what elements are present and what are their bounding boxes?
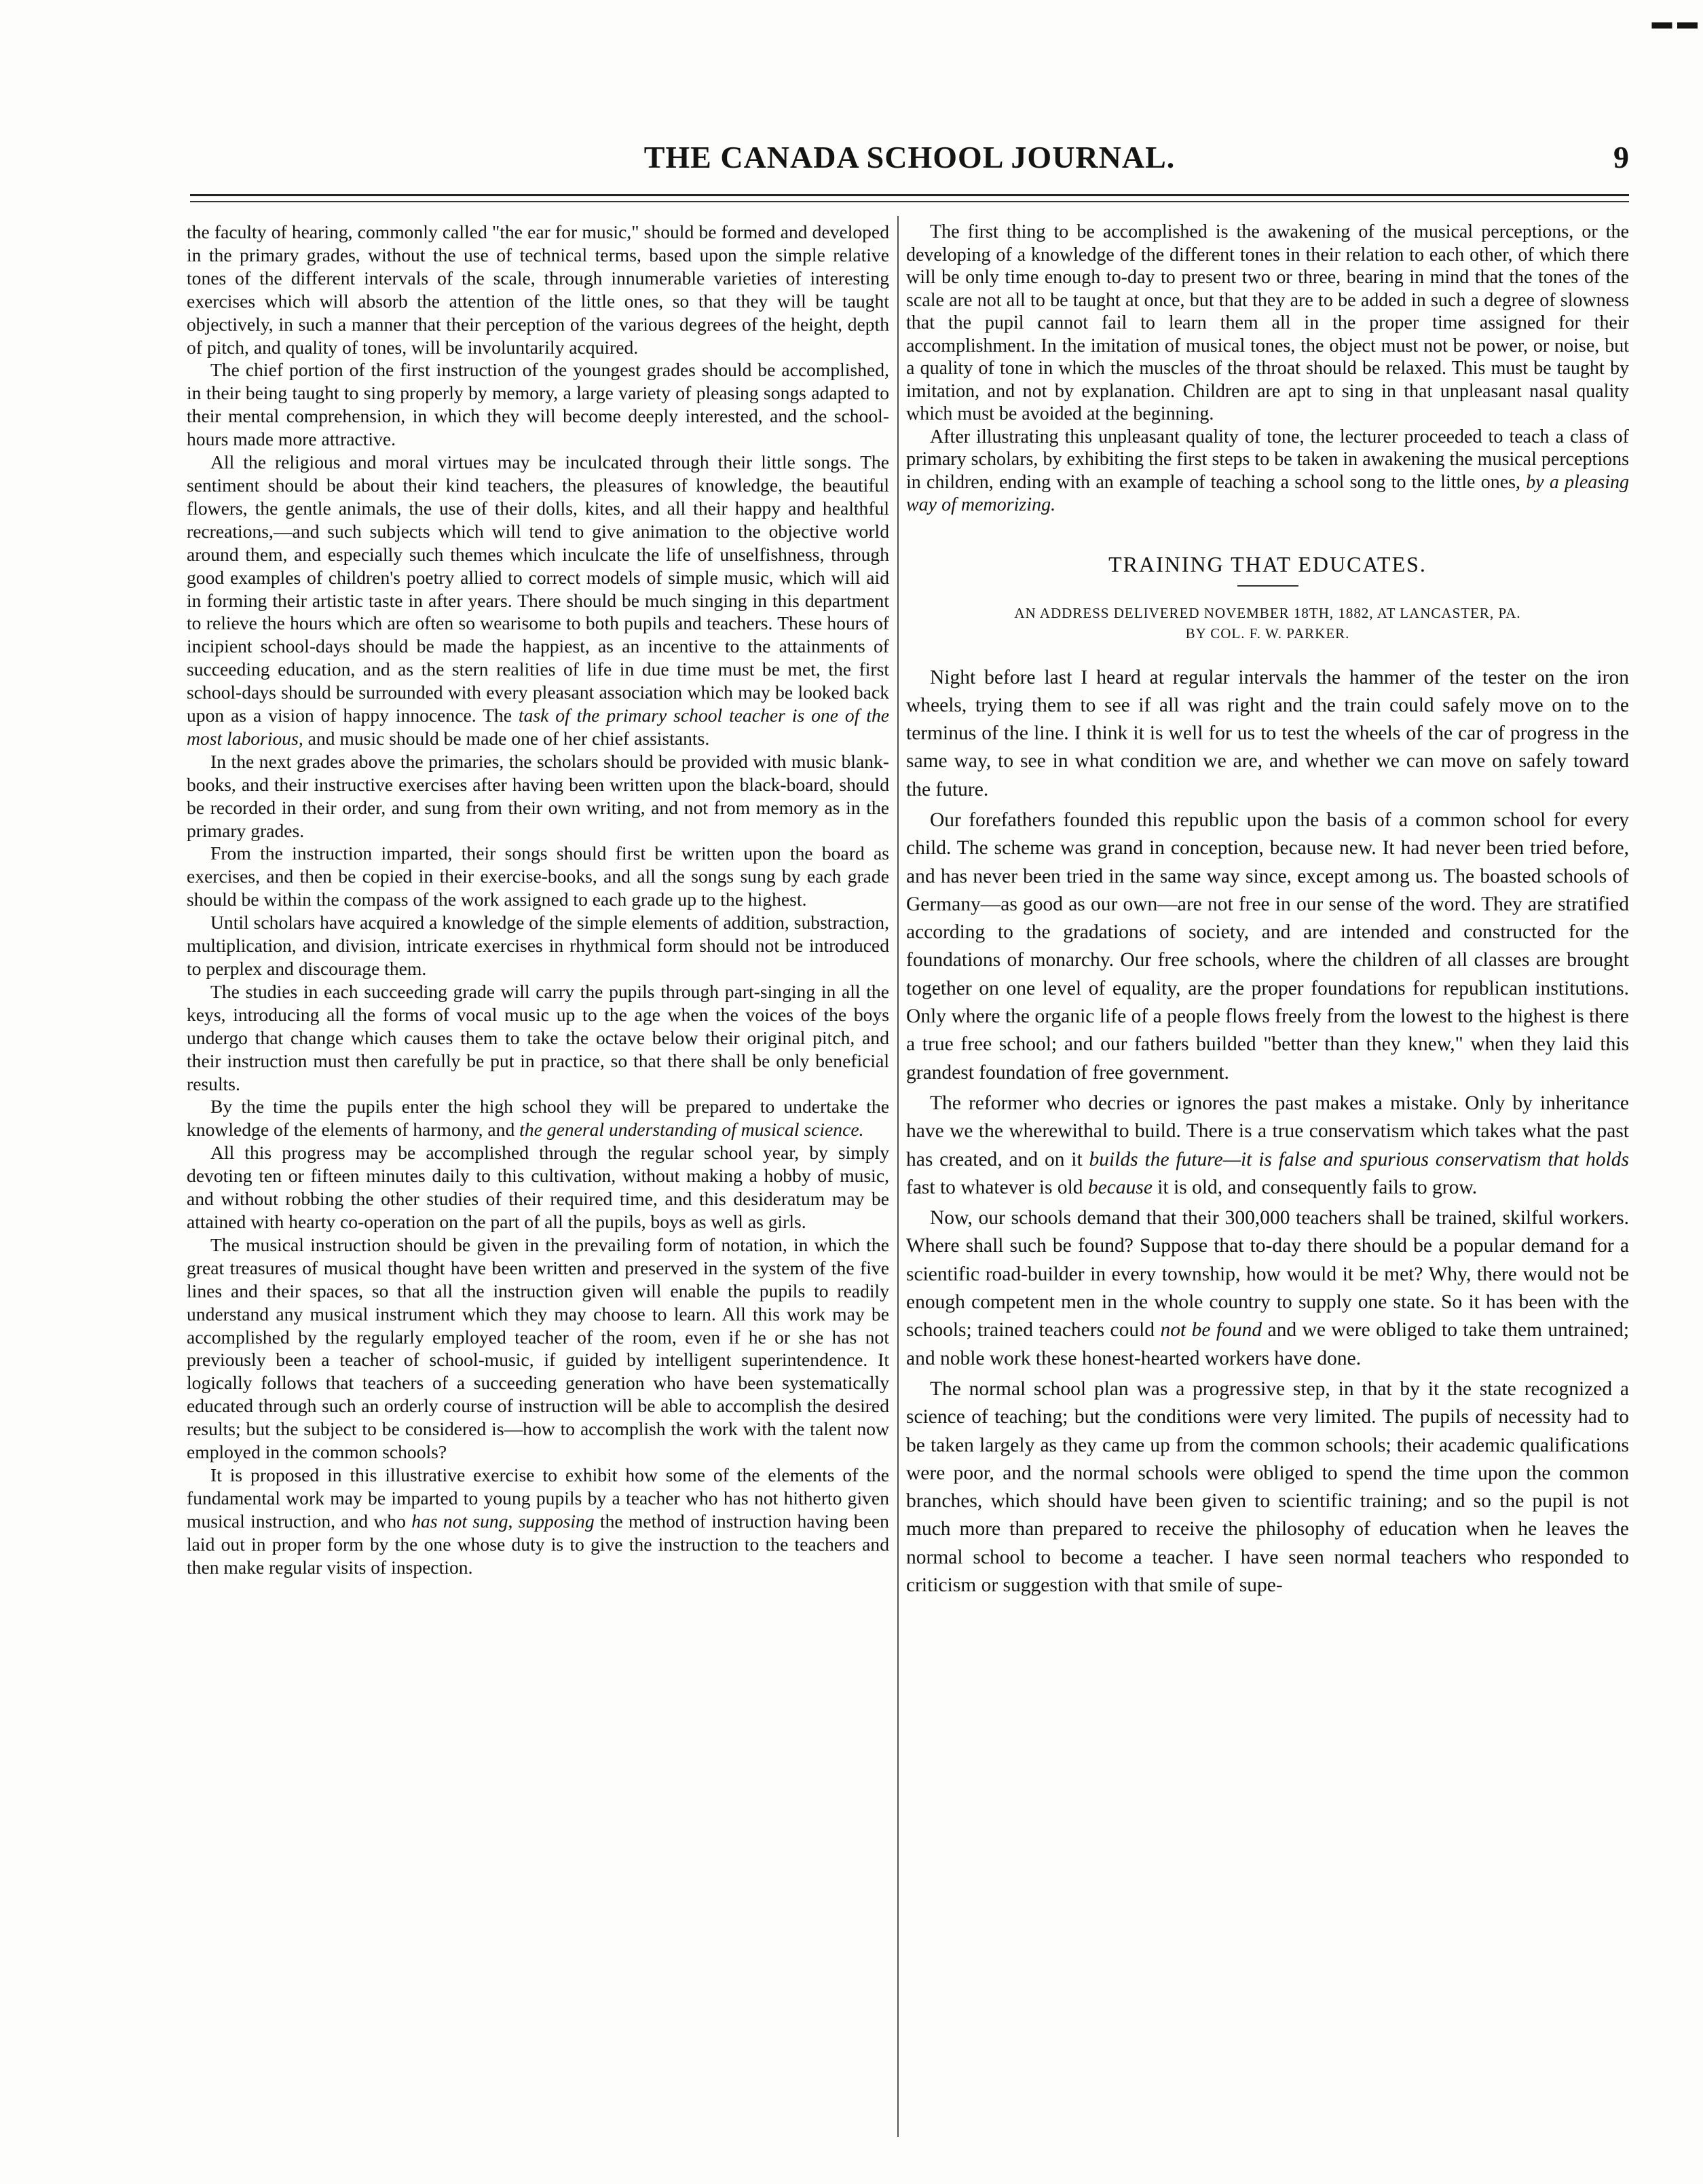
paragraph: After illustrating this unpleasant quality of tone, the lecturer proceeded to teach a class of primary scholars, by exhibiting the first steps to be taken in awakening the musical perceptions in children, ending with an example of teaching a school song to the little ones, by a pleasing way of memorizing.	[906, 426, 1629, 515]
paragraph: It is proposed in this illustrative exercise to exhibit how some of the elements of the fundamental work may be imparted to young pupils by a teacher who has not hitherto given musical instruction, and who has not sung, supposing the method of instruction having been laid out in proper form by the one whose duty is to give the instruction to the teachers and then make regular visits of inspection.	[187, 1464, 889, 1578]
address-body	[906, 664, 1629, 1600]
paragraph: The chief portion of the first instruction of the youngest grades should be accomplished, in their being taught to sing properly by memory, a large variety of pleasing songs adapted to their mental comprehension, in which they will become deeply interested, and the school-hours made more attractive.	[187, 359, 889, 450]
right-column	[906, 221, 1629, 2142]
running-header	[190, 139, 1629, 187]
section-rule	[1237, 585, 1298, 587]
page-number: 9	[1613, 140, 1629, 174]
paragraph: The first thing to be accomplished is the awakening of the musical perceptions, or the developing of a knowledge of the different tones in their relation to each other, of which there will be only time enough to-day to present two or three, bearing in mind that the tones of the scale are not all to be taught at once, but that they are to be added in such a degree of slowness that the pupil cannot fail to learn them all in the proper time assigned for their accomplishment. In the imitation of musical tones, the object must not be power, or noise, but a quality of tone in which the muscles of the throat should be relaxed. This must be taught by imitation, and not by explanation. Children are apt to sing in that unpleasant nasal quality which must be avoided at the beginning.	[906, 221, 1629, 424]
paragraph: All this progress may be accomplished through the regular school year, by simply devoting ten or fifteen minutes daily to this cultivation, without making a hobby of music, and without robbing the other studies of their required time, and this desideratum may be attained with hearty co-operation on the part of all the pupils, boys as well as girls.	[187, 1142, 889, 1232]
paragraph: The musical instruction should be given in the prevailing form of notation, in which the great treasures of musical thought have been written and preserved in the system of the five lines and their spaces, so that all the instruction given will enable the pupils to readily understand any musical instrument which they may choose to learn. All this work may be accomplished by the regularly employed teacher of the room, even if he or she has not previously been a teacher of school-music, if guided by intelligent superintendence. It logically follows that teachers of a succeeding generation who have been systematically educated through such an orderly course of instruction will be able to accomplish the desired results; but the subject to be considered is—how to accomplish the work with the talent now employed in the common schools?	[187, 1234, 889, 1463]
paragraph: The reformer who decries or ignores the past makes a mistake. Only by inheritance have we the wherewithal to build. There is a true conservatism which takes what the past has created, and on it builds the future—it is false and spurious conservatism that holds fast to whatever is old because it is old, and consequently fails to grow.	[906, 1092, 1629, 1198]
paragraph: Now, our schools demand that their 300,000 teachers shall be trained, skilful workers. Where shall such be found? Suppose that to-day there should be a popular demand for a scientific road-builder in every township, how would it be met? Why, there would not be enough competent men in the whole country to supply one state. So it has been with the schools; trained teachers could not be found and we were obliged to take them untrained; and noble work these honest-hearted workers have done.	[906, 1207, 1629, 1369]
paragraph: All the religious and moral virtues may be inculcated through their little songs. The sentiment should be about their kind teachers, the pleasures of knowledge, the beautiful flowers, the gentle animals, the use of their dolls, kites, and all their happy and healthful recreations,—and such subjects which will tend to give animation to the objective world around them, and especially such themes which inculcate the life of unselfishness, through good examples of children's poetry allied to correct models of simple music, which will aid in forming their artistic taste in after years. There should be much singing in this department to relieve the hours which are often so wearisome to both pupils and teachers. These hours of incipient school-days should be made the happiest, as an incentive to the attainments of succeeding education, and as the stern realities of life in due time must be met, the first school-days should be surrounded with every pleasant association which may be looked back upon as a vision of happy innocence. The task of the primary school teacher is one of the most laborious, and music should be made one of her chief assistants.	[187, 451, 889, 749]
header-rule-thin	[190, 201, 1629, 202]
journal-title: THE CANADA SCHOOL JOURNAL.	[643, 140, 1176, 174]
paragraph: Night before last I heard at regular intervals the hammer of the tester on the iron wheels, trying them to see if all was right and the train could safely move on to the terminus of the line. I think it is well for us to test the wheels of the car of progress in the same way, to see in what condition we are, and whether we can move on safely toward the future.	[906, 666, 1629, 800]
paragraph: By the time the pupils enter the high school they will be prepared to undertake the knowledge of the elements of harmony, and the general understanding of musical science.	[187, 1096, 889, 1141]
music-lecture-continuation	[906, 221, 1629, 517]
paragraph: The normal school plan was a progressive step, in that by it the state recognized a science of teaching; but the conditions were very limited. The pupils of necessity had to be taken largely as they came up from the common schools; their academic qualifications were poor, and the normal schools were obliged to spend the time upon the common branches, which should have been given to scientific training; and so the pupil is not much more than prepared to receive the philosophy of education when he leaves the normal school to become a teacher. I have seen normal teachers who responded to criticism or suggestion with that smile of supe-	[906, 1377, 1629, 1596]
paragraph: From the instruction imparted, their songs should first be written upon the board as exercises, and then be copied in their exercise-books, and all the songs sung by each grade should be within the compass of the work assigned to each grade up to the highest.	[187, 843, 889, 910]
section-heading: TRAINING THAT EDUCATES.	[1108, 551, 1427, 576]
paragraph: Until scholars have acquired a knowledge of the simple elements of addition, substraction, multiplication, and division, intricate exercises in rhythmical form should not be introduced to perplex and discourage them.	[187, 912, 889, 979]
header-rule-thick	[190, 194, 1629, 196]
paragraph: The studies in each succeeding grade will carry the pupils through part-singing in all the keys, introducing all the forms of vocal music up to the age when the voices of the boys undergo that change which causes them to take the octave below their original pitch, and their instruction must then carefully be put in practice, so that there shall be only beneficial results.	[187, 980, 889, 1094]
section-subheading: AN ADDRESS DELIVERED NOVEMBER 18TH, 1882, AT LANCASTER, PA. BY COL. F. W. PARKER.	[1014, 604, 1521, 642]
column-divider	[897, 216, 899, 2137]
corner-mark: ▬ ▬	[1651, 11, 1698, 33]
paragraph: Our forefathers founded this republic upon the basis of a common school for every child. The scheme was grand in conception, because new. It had never been tried before, and has never been tried in the same way since, except among us. The boasted schools of Germany—as good as our own—are not free in our sense of the word. They are stratified according to the gradations of society, and are intended and constructed for the foundations of monarchy. Our free schools, where the children of all classes are brought together on one level of equality, are the proper foundations for republican institutions. Only where the organic life of a people flows freely from the lowest to the highest is there a true free school; and our fathers builded "better than they knew," when they laid this grandest foundation of free government.	[906, 809, 1629, 1084]
left-column	[187, 221, 889, 2142]
paragraph: the faculty of hearing, commonly called "the ear for music," should be formed and developed in the primary grades, without the use of technical terms, based upon the simple relative tones of the different intervals of the scale, through innumerable varieties of interesting exercises which will absorb the attention of the little ones, so that they will be taught objectively, in such a manner that their perception of the various degrees of the height, depth of pitch, and quality of tones, will be involuntarily acquired.	[187, 221, 889, 358]
paragraph: In the next grades above the primaries, the scholars should be provided with music blank-books, and their instructive exercises after having been written upon the black-board, should be recorded in their order, and sung from their own writing, and not from memory as in the primary grades.	[187, 750, 889, 841]
